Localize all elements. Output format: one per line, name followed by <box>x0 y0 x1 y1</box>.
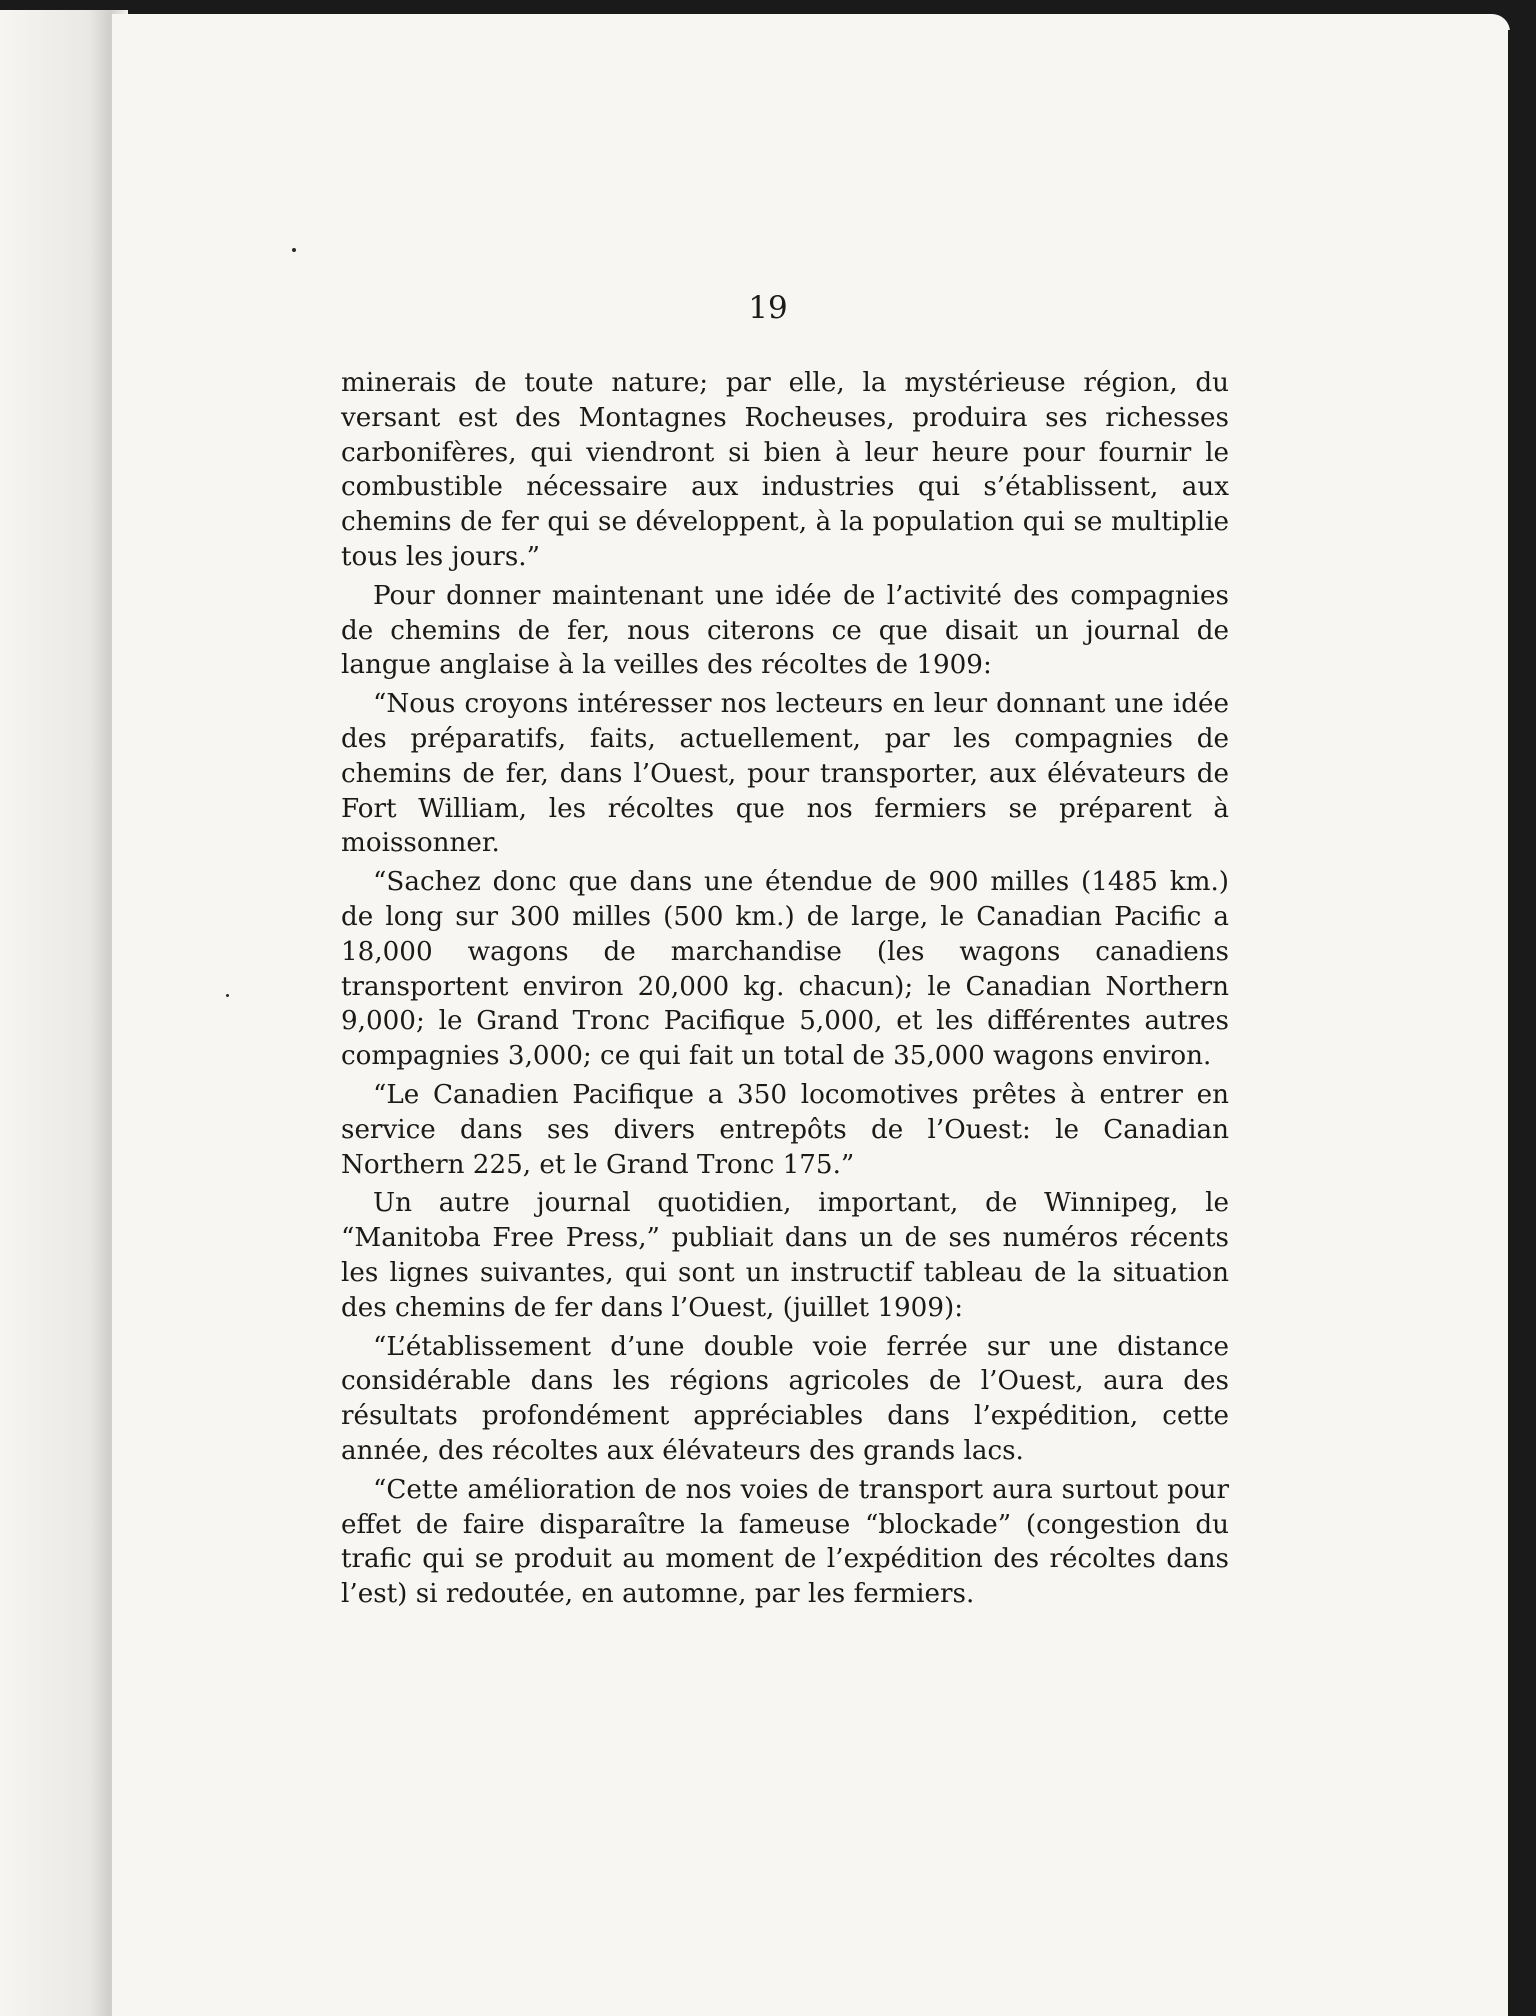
page-edge <box>1508 30 1536 2016</box>
paragraph: Un autre journal quotidien, important, de Winnipeg, le “Manitoba Free Press,” publiait dans un de ses numéros récents les lignes suivantes, qui sont un instructif tableau de la situation des chemins de fer dans l’Ouest, (juillet 1909): <box>341 1188 1229 1323</box>
paragraph: “Sachez donc que dans une étendue de 900 milles (1485 km.) de long sur 300 milles (500 km.) de large, le Canadian Pacific a 18,000 wagons de marchandise (les wagons canadiens transportent environ 20,000 kg. chacun); le Canadian Northern 9,000; le Grand Tronc Pacifique 5,000, et les différentes autres compagnies 3,000; ce qui fait un total de 35,000 wagons environ. <box>341 867 1229 1072</box>
scan-speck <box>226 994 229 997</box>
paragraph: Pour donner maintenant une idée de l’activité des compagnies de chemins de fer, nous citerons ce que disait un journal de langue anglaise à la veilles des récoltes de 1909: <box>341 580 1229 681</box>
scan-speck <box>292 248 296 252</box>
paragraph: minerais de toute nature; par elle, la mystérieuse région, du versant est des Montagnes Rocheuses, produira ses richesses carbonifères, qui viendront si bien à leur heure pour fournir le combustible nécessaire aux industries qui s’établissent, aux chemins de fer qui se développent, à la population qui se multiplie tous les jours.” <box>341 368 1229 572</box>
paragraph: “L’établissement d’une double voie ferrée sur une distance considérable dans les régions agricoles de l’Ouest, aura des résultats profondément appréciables dans l’expédition, cette année, des récoltes aux élévateurs des grands lacs. <box>341 1331 1229 1466</box>
page-number: 19 <box>748 290 788 326</box>
body-text <box>341 366 1229 1616</box>
paragraph: “Cette amélioration de nos voies de transport aura surtout pour effet de faire disparaître la fameuse “blockade” (congestion du trafic qui se produit au moment de l’expédition des récoltes dans l’est) si redoutée, en automne, par les fermiers. <box>341 1474 1229 1610</box>
paragraph: “Le Canadien Pacifique a 350 locomotives prêtes à entrer en service dans ses divers entrepôts de l’Ouest: le Canadian Northern 225, et le Grand Tronc 175.” <box>341 1079 1229 1180</box>
paragraph: “Nous croyons intéresser nos lecteurs en leur donnant une idée des préparatifs, faits, actuellement, par les compagnies de chemins de fer, dans l’Ouest, pour transporter, aux élévateurs de Fort William, les récoltes que nos fermiers se préparent à moissonner. <box>341 689 1229 859</box>
